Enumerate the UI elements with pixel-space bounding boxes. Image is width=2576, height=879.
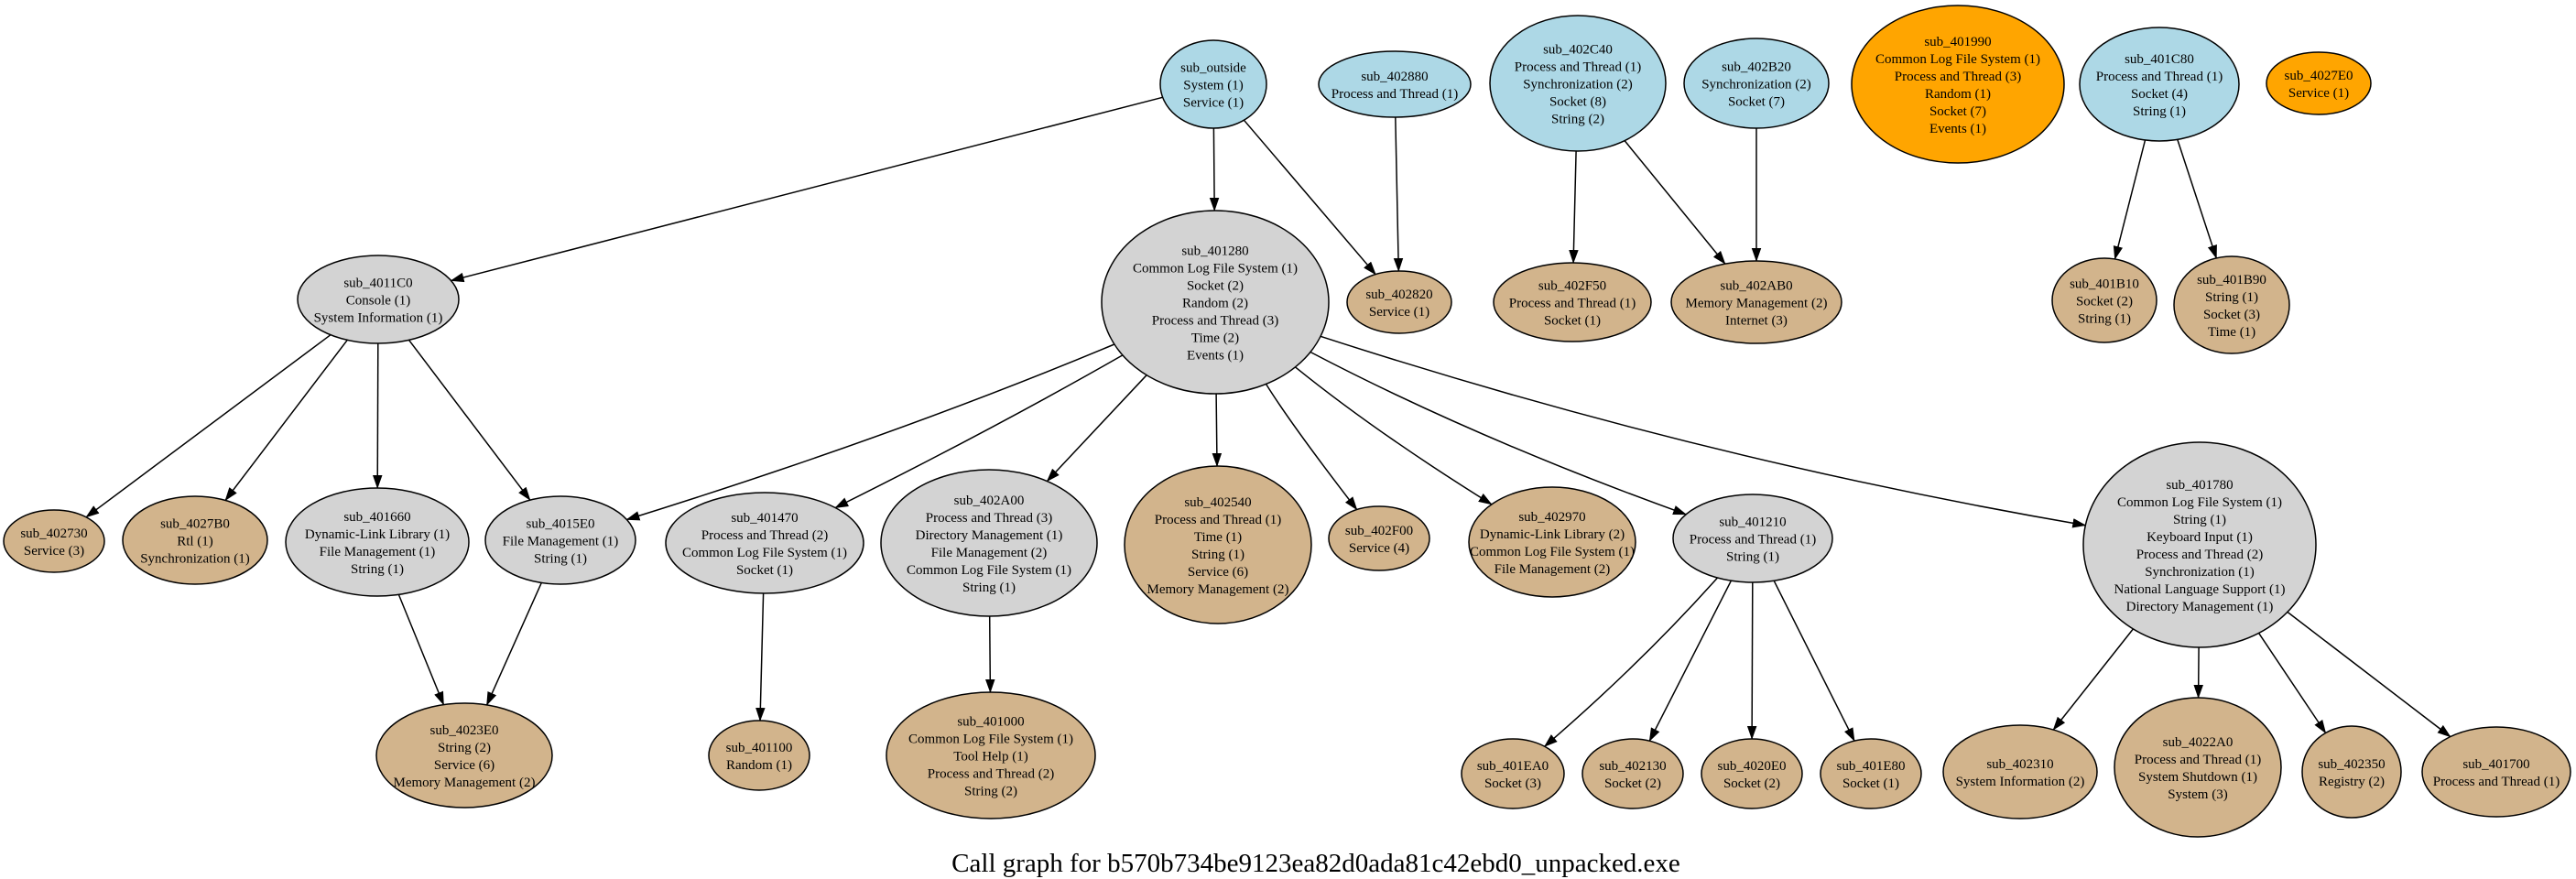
graph-node-sub_401B10 bbox=[2052, 258, 2157, 342]
graph-node-sub_401780 bbox=[2083, 442, 2316, 647]
edge-sub_401C80-to-sub_401B90 bbox=[2178, 139, 2217, 258]
node-label-sub_401E80: sub_401E80 Socket (1) bbox=[1836, 759, 1906, 791]
edge-sub_402C40-to-sub_402AB0 bbox=[1625, 141, 1725, 265]
graph-node-sub_outside bbox=[1160, 40, 1266, 128]
node-ellipse-sub_4020E0 bbox=[1701, 739, 1802, 808]
node-label-sub_401000: sub_401000 Common Log File System (1) Tool Help (1) Process and Thread (2) String (2) bbox=[908, 714, 1073, 799]
graph-node-sub_401280 bbox=[1102, 211, 1329, 394]
edge-sub_outside-to-sub_401280 bbox=[1213, 128, 1214, 211]
node-label-sub_401470: sub_401470 Process and Thread (2) Common Log File System (1) Socket (1) bbox=[682, 511, 847, 578]
node-label-sub_4015E0: sub_4015E0 File Management (1) String (1) bbox=[502, 516, 619, 567]
edge-sub_402880-to-sub_402820 bbox=[1396, 117, 1399, 271]
edge-sub_401780-to-sub_402350 bbox=[2259, 633, 2326, 732]
node-ellipse-sub_402970 bbox=[1469, 487, 1636, 597]
edge-sub_401780-to-sub_4022A0 bbox=[2199, 647, 2200, 698]
node-label-sub_4011C0: sub_4011C0 Console (1) System Information (1) bbox=[313, 276, 443, 326]
graph-node-sub_402130 bbox=[1582, 739, 1683, 808]
node-ellipse-sub_4023E0 bbox=[376, 703, 552, 808]
edge-sub_402C40-to-sub_402F50 bbox=[1573, 151, 1576, 263]
node-label-sub_401990: sub_401990 Common Log File System (1) Process and Thread (3) Random (1) Socket (7) Events (1) bbox=[1875, 35, 2040, 136]
node-ellipse-sub_401100 bbox=[709, 721, 810, 790]
graph-node-sub_402A00 bbox=[881, 470, 1097, 616]
graph-node-sub_402F50 bbox=[1494, 263, 1651, 342]
node-label-sub_402880: sub_402880 Process and Thread (1) bbox=[1331, 70, 1459, 102]
node-ellipse-sub_4022A0 bbox=[2114, 698, 2281, 837]
graph-node-sub_402970 bbox=[1469, 487, 1636, 597]
node-label-sub_402820: sub_402820 Service (1) bbox=[1365, 288, 1433, 320]
edge-sub_401280-to-sub_402970 bbox=[1296, 367, 1492, 505]
graph-node-sub_402880 bbox=[1319, 51, 1471, 117]
node-label-sub_402540: sub_402540 Process and Thread (1) Time (1) String (1) Service (6) Memory Management (2) bbox=[1147, 495, 1289, 597]
node-label-sub_401B10: sub_401B10 Socket (2) String (1) bbox=[2070, 277, 2139, 327]
node-label-sub_402350: sub_402350 Registry (2) bbox=[2318, 757, 2386, 789]
node-label-sub_401660: sub_401660 Dynamic-Link Library (1) File Management (1) String (1) bbox=[304, 510, 451, 577]
graph-node-sub_402540 bbox=[1125, 466, 1311, 624]
node-ellipse-sub_402F00 bbox=[1329, 506, 1429, 570]
edge-sub_401210-to-sub_401E80 bbox=[1774, 581, 1854, 741]
node-ellipse-sub_401700 bbox=[2422, 727, 2571, 817]
graph-node-sub_4027B0 bbox=[123, 496, 267, 584]
node-ellipse-sub_401C80 bbox=[2080, 27, 2239, 141]
graph-node-sub_4020E0 bbox=[1701, 739, 1802, 808]
node-label-sub_402310: sub_402310 System Information (2) bbox=[1955, 757, 2085, 789]
node-ellipse-sub_402820 bbox=[1347, 271, 1451, 333]
nodes-layer bbox=[4, 5, 2571, 837]
node-ellipse-sub_401470 bbox=[666, 493, 864, 593]
edge-sub_401280-to-sub_401780 bbox=[1321, 336, 2085, 525]
node-label-sub_402730: sub_402730 Service (3) bbox=[20, 526, 88, 559]
graph-node-sub_4027E0 bbox=[2266, 52, 2371, 114]
graph-node-sub_401E80 bbox=[1821, 739, 1921, 808]
graph-node-sub_401470 bbox=[666, 493, 864, 593]
node-label-sub_402130: sub_402130 Socket (2) bbox=[1599, 759, 1667, 791]
edge-sub_401780-to-sub_401700 bbox=[2288, 612, 2451, 736]
graph-node-sub_4011C0 bbox=[298, 255, 459, 343]
graph-node-sub_402350 bbox=[2302, 726, 2401, 818]
node-label-sub_402B20: sub_402B20 Synchronization (2) Socket (7) bbox=[1701, 60, 1811, 110]
edge-sub_4011C0-to-sub_402730 bbox=[86, 335, 331, 517]
node-label-sub_4022A0: sub_4022A0 Process and Thread (1) System Shutdown (1) System (3) bbox=[2134, 735, 2262, 802]
node-label-sub_402F50: sub_402F50 Process and Thread (1) Socket (1) bbox=[1508, 278, 1636, 329]
edge-sub_401470-to-sub_401100 bbox=[760, 593, 764, 721]
node-ellipse-sub_401990 bbox=[1852, 5, 2064, 163]
node-label-sub_4020E0: sub_4020E0 Socket (2) bbox=[1717, 759, 1787, 791]
node-label-sub_401EA0: sub_401EA0 Socket (3) bbox=[1476, 759, 1549, 791]
node-label-sub_4027E0: sub_4027E0 Service (1) bbox=[2284, 69, 2353, 101]
edge-sub_401280-to-sub_402A00 bbox=[1047, 375, 1147, 482]
node-ellipse-sub_401E80 bbox=[1821, 739, 1921, 808]
node-label-sub_402AB0: sub_402AB0 Memory Management (2) Internet (3) bbox=[1685, 278, 1828, 329]
graph-node-sub_401100 bbox=[709, 721, 810, 790]
node-label-sub_401700: sub_401700 Process and Thread (1) bbox=[2432, 757, 2560, 789]
graph-node-sub_4022A0 bbox=[2114, 698, 2281, 837]
edge-sub_401280-to-sub_401210 bbox=[1310, 353, 1686, 515]
graph-node-sub_402B20 bbox=[1684, 38, 1829, 128]
node-label-sub_401B90: sub_401B90 String (1) Socket (3) Time (1) bbox=[2197, 273, 2266, 340]
node-ellipse-sub_401EA0 bbox=[1462, 739, 1564, 808]
edge-sub_outside-to-sub_4011C0 bbox=[451, 97, 1163, 280]
edge-sub_401210-to-sub_402130 bbox=[1649, 581, 1731, 741]
graph-node-sub_402730 bbox=[4, 510, 104, 572]
node-ellipse-sub_402310 bbox=[1943, 725, 2097, 819]
node-label-sub_402970: sub_402970 Dynamic-Link Library (2) Common Log File System (1) File Management (2) bbox=[1470, 510, 1635, 577]
graph-node-sub_401B90 bbox=[2174, 256, 2289, 353]
node-label-sub_402F00: sub_402F00 Service (4) bbox=[1344, 524, 1414, 556]
edge-sub_4011C0-to-sub_401660 bbox=[377, 343, 378, 488]
graph-node-sub_401EA0 bbox=[1462, 739, 1564, 808]
edge-sub_401280-to-sub_402540 bbox=[1216, 394, 1217, 466]
node-label-sub_4027B0: sub_4027B0 Rtl (1) Synchronization (1) bbox=[140, 516, 250, 567]
node-ellipse-sub_401780 bbox=[2083, 442, 2316, 647]
edge-sub_402A00-to-sub_401000 bbox=[990, 616, 991, 692]
node-label-sub_401C80: sub_401C80 Process and Thread (1) Socket (4) String (1) bbox=[2095, 52, 2223, 119]
node-ellipse-sub_402730 bbox=[4, 510, 104, 572]
node-ellipse-sub_402880 bbox=[1319, 51, 1471, 117]
node-label-sub_401210: sub_401210 Process and Thread (1) String (1) bbox=[1689, 515, 1817, 565]
edge-sub_4011C0-to-sub_4015E0 bbox=[409, 340, 530, 500]
node-label-sub_4023E0: sub_4023E0 String (2) Service (6) Memory Management (2) bbox=[393, 723, 536, 790]
graph-node-sub_402C40 bbox=[1490, 16, 1666, 151]
edge-sub_401C80-to-sub_401B10 bbox=[2115, 140, 2146, 259]
graph-node-sub_402310 bbox=[1943, 725, 2097, 819]
graph-node-sub_401700 bbox=[2422, 727, 2571, 817]
node-label-sub_402C40: sub_402C40 Process and Thread (1) Synchronization (2) Socket (8) String (2) bbox=[1514, 42, 1642, 127]
edge-sub_4015E0-to-sub_4023E0 bbox=[487, 582, 542, 705]
node-label-sub_outside: sub_outside System (1) Service (1) bbox=[1180, 60, 1246, 111]
graph-node-sub_402820 bbox=[1347, 271, 1451, 333]
node-ellipse-sub_402540 bbox=[1125, 466, 1311, 624]
graph-node-sub_4023E0 bbox=[376, 703, 552, 808]
graph-node-sub_401C80 bbox=[2080, 27, 2239, 141]
node-ellipse-sub_4027E0 bbox=[2266, 52, 2371, 114]
graph-node-sub_4015E0 bbox=[485, 496, 636, 584]
graph-node-sub_402F00 bbox=[1329, 506, 1429, 570]
node-label-sub_402A00: sub_402A00 Process and Thread (3) Directory Management (1) File Management (2) Common Log File System (1) String (1) bbox=[907, 494, 1071, 595]
graph-title: Call graph for b570b734be9123ea82d0ada81c42ebd0_unpacked.exe bbox=[951, 849, 1680, 878]
edge-sub_401660-to-sub_4023E0 bbox=[398, 594, 443, 704]
edge-sub_401210-to-sub_401EA0 bbox=[1545, 578, 1718, 746]
edge-sub_401780-to-sub_402310 bbox=[2053, 629, 2133, 730]
edge-sub_4011C0-to-sub_4027B0 bbox=[225, 340, 347, 500]
graph-node-sub_401660 bbox=[286, 488, 469, 596]
node-ellipse-sub_401660 bbox=[286, 488, 469, 596]
node-label-sub_401780: sub_401780 Common Log File System (1) String (1) Keyboard Input (1) Process and Thread (2) Synchronization (1) National Language Support (1) Directory Management (1) bbox=[2114, 478, 2286, 614]
node-label-sub_401100: sub_401100 Random (1) bbox=[725, 741, 793, 773]
edges-layer bbox=[86, 97, 2451, 746]
graph-node-sub_401990 bbox=[1852, 5, 2064, 163]
node-label-sub_401280: sub_401280 Common Log File System (1) Socket (2) Random (2) Process and Thread (3) Time (2) Events (1) bbox=[1133, 244, 1298, 364]
graph-node-sub_402AB0 bbox=[1671, 261, 1842, 343]
graph-node-sub_401000 bbox=[886, 692, 1095, 819]
node-ellipse-sub_402130 bbox=[1582, 739, 1683, 808]
graph-node-sub_401210 bbox=[1673, 494, 1832, 582]
node-ellipse-sub_402350 bbox=[2302, 726, 2401, 818]
edge-sub_401210-to-sub_4020E0 bbox=[1752, 582, 1753, 739]
